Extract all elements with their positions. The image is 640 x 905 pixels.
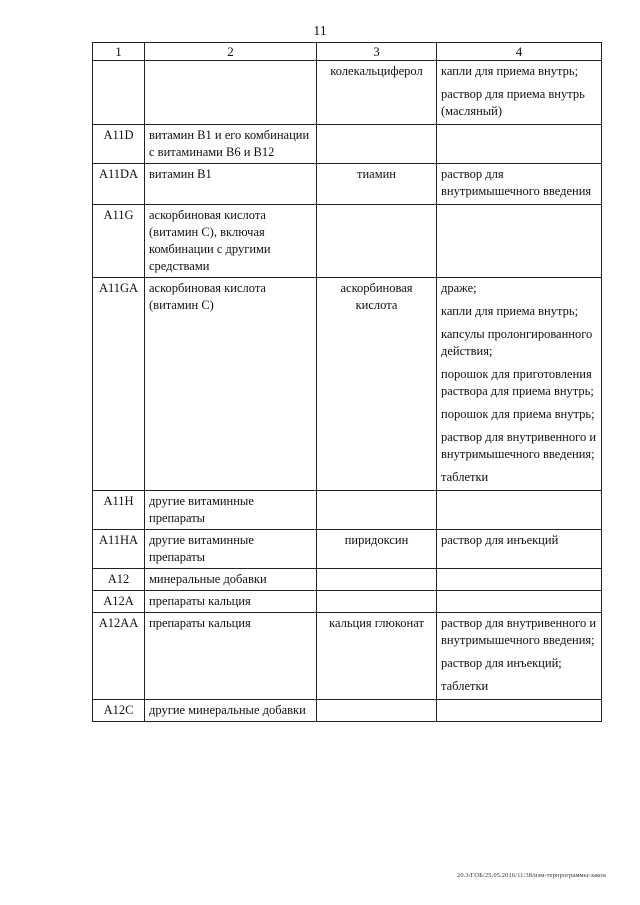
dosage-form-item: порошок для приготовления раствора для приема внутрь; [441,367,594,398]
dosage-form-item: раствор для внутривенного и внутримышечного введения; [441,430,597,461]
atc-code-cell: A12C [93,700,145,722]
dosage-forms-cell [437,569,602,591]
atc-code-cell [93,61,145,125]
footer-stamp: 20.3/ГОБ/25.05.2016/11:38/изм-терпрограммы-закон [457,872,606,879]
table-body [93,61,602,722]
page-number: 11 [313,24,327,39]
dosage-form-item: драже; [441,281,477,295]
dosage-form-item: раствор для внутримышечного введения [441,167,592,198]
substance-cell [317,700,437,722]
group-name-cell [145,61,317,125]
substance-cell [317,205,437,278]
dosage-forms-cell [437,278,602,491]
dosage-forms-cell [437,613,602,700]
atc-code-cell: A11G [93,205,145,278]
dosage-form-item: капли для приема внутрь; [441,64,579,78]
dosage-forms-cell [437,205,602,278]
table-header-row [93,43,602,61]
atc-code-cell: A12A [93,591,145,613]
group-name-cell: другие витаминные препараты [145,491,317,530]
group-name-cell: аскорбиновая кислота (витамин C), включая комбинации с другими средствами [145,205,317,278]
dosage-form-item: таблетки [441,470,489,484]
atc-code-cell: A12AA [93,613,145,700]
atc-code-cell: A12 [93,569,145,591]
dosage-form-item: таблетки [441,679,489,693]
column-header-3: 3 [317,43,437,61]
dosage-form-item: капсулы пролонгированного действия; [441,327,593,358]
table-row [93,61,602,125]
table-row [93,530,602,569]
dosage-forms-cell [437,530,602,569]
dosage-form-item: порошок для приема внутрь; [441,407,595,421]
dosage-form-item: раствор для внутривенного и внутримышечного введения; [441,616,597,647]
dosage-forms-cell [437,125,602,164]
substance-cell: кальция глюконат [317,613,437,700]
dosage-form-item: раствор для инъекций; [441,656,562,670]
dosage-forms-cell [437,61,602,125]
group-name-cell: витамин B1 [145,164,317,205]
column-header-2: 2 [145,43,317,61]
group-name-cell: препараты кальция [145,613,317,700]
dosage-forms-cell [437,491,602,530]
substance-cell [317,591,437,613]
dosage-form-item: раствор для приема внутрь (масляный) [441,87,585,118]
dosage-forms-cell [437,591,602,613]
substance-cell: тиамин [317,164,437,205]
substance-cell [317,491,437,530]
substance-cell [317,125,437,164]
dosage-form-item: раствор для инъекций [441,533,559,547]
group-name-cell: аскорбиновая кислота (витамин C) [145,278,317,491]
dosage-form-item: капли для приема внутрь; [441,304,579,318]
drug-table [92,42,602,722]
table-row [93,613,602,700]
atc-code-cell: A11H [93,491,145,530]
table-row [93,591,602,613]
dosage-forms-cell [437,700,602,722]
table-row [93,569,602,591]
atc-code-cell: A11D [93,125,145,164]
table-row [93,491,602,530]
substance-cell: пиридоксин [317,530,437,569]
group-name-cell: препараты кальция [145,591,317,613]
table-row [93,205,602,278]
substance-cell: колекальциферол [317,61,437,125]
atc-code-cell: A11DA [93,164,145,205]
group-name-cell: другие минеральные добавки [145,700,317,722]
group-name-cell: минеральные добавки [145,569,317,591]
substance-cell [317,569,437,591]
column-header-1: 1 [93,43,145,61]
table-row [93,278,602,491]
table-row [93,125,602,164]
group-name-cell: другие витаминные препараты [145,530,317,569]
atc-code-cell: A11HA [93,530,145,569]
atc-code-cell: A11GA [93,278,145,491]
column-header-4: 4 [437,43,602,61]
table-row [93,164,602,205]
table-row [93,700,602,722]
group-name-cell: витамин B1 и его комбинации с витаминами B6 и B12 [145,125,317,164]
substance-cell: аскорбиновая кислота [317,278,437,491]
dosage-forms-cell [437,164,602,205]
